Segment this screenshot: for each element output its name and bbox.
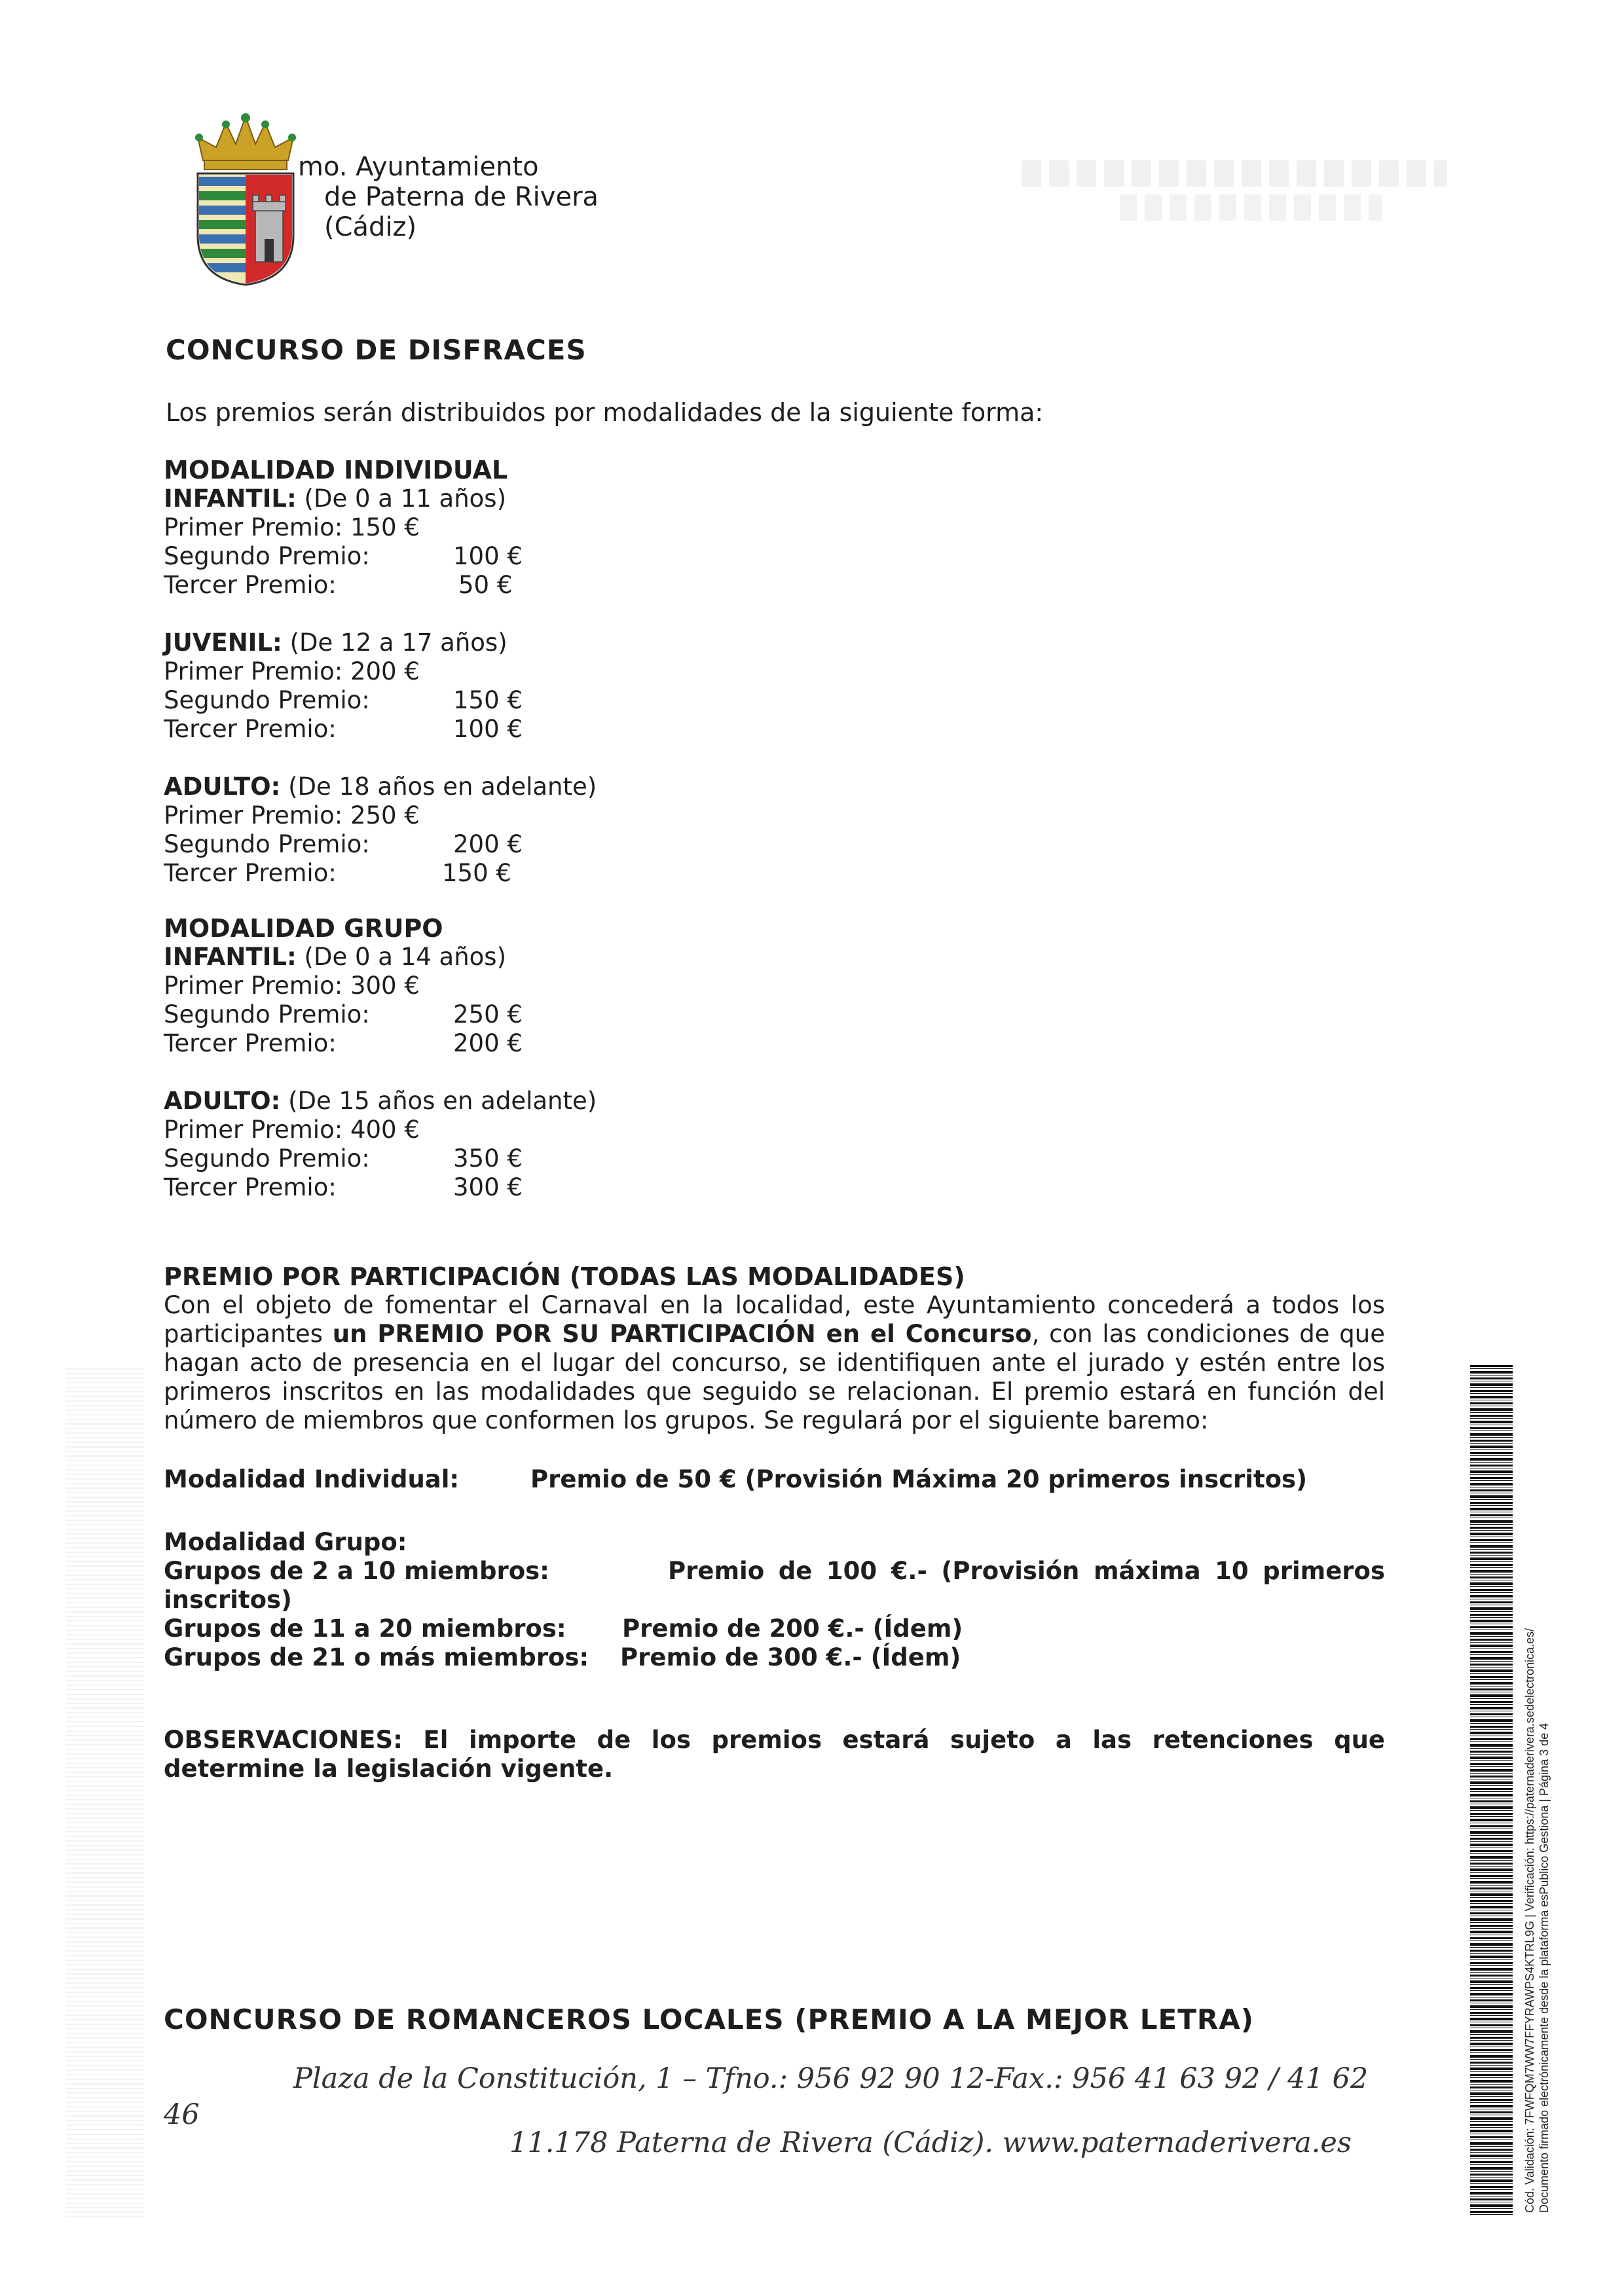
prize-row: Tercer Premio: 100 € xyxy=(164,715,523,743)
prize-row: Segundo Premio: 100 € xyxy=(164,542,523,570)
bleed-through-text xyxy=(1022,160,1447,298)
address-line-2: 11.178 Paterna de Rivera (Cádiz). www.paternaderivera.es xyxy=(509,2126,1352,2159)
org-name xyxy=(298,152,599,242)
prize-row: Primer Premio: 200 € xyxy=(164,657,420,685)
baremo-row: inscritos) xyxy=(164,1586,292,1614)
page-number: 46 xyxy=(164,2098,200,2131)
age-range: (De 12 a 17 años) xyxy=(289,629,507,657)
prize-row: Tercer Premio: 50 € xyxy=(164,571,513,599)
prize-row: Segundo Premio: 150 € xyxy=(164,686,523,714)
modalidad-grupo xyxy=(164,914,597,1202)
romanceros-title: CONCURSO DE ROMANCEROS LOCALES (PREMIO A LA MEJOR LETRA) xyxy=(164,2003,1254,2035)
section-heading: MODALIDAD INDIVIDUAL xyxy=(164,456,508,484)
category-block xyxy=(164,1087,597,1202)
participation-paragraph: Con el objeto de fomentar el Carnaval en la localidad, este Ayuntamiento concederá a todos los participantes un PREMIO POR SU PARTICIPACIÓN en el Concurso, con las condiciones de que hagan acto de presencia en el lugar del concurso, se identifiquen ante el jurado y estén entre los primeros inscritos en las modalidades que seguido se relacionan. El premio estará en función del número de miembros que conformen los grupos. Se regulará por el siguiente baremo: xyxy=(164,1291,1385,1434)
prize-row: Segundo Premio: 200 € xyxy=(164,830,523,858)
barcode-icon xyxy=(1470,1365,1513,2216)
section-heading: PREMIO POR PARTICIPACIÓN (TODAS LAS MODALIDADES) xyxy=(164,1262,965,1291)
category-block xyxy=(164,773,597,888)
grupo-baremo xyxy=(164,1528,1385,1672)
verification-text xyxy=(1522,1628,1551,2213)
age-range: (De 18 años en adelante) xyxy=(288,773,597,801)
org-line-3: (Cádiz) xyxy=(324,212,417,242)
scan-edge-artifact xyxy=(65,1368,144,2219)
coat-of-arms-icon xyxy=(190,111,301,288)
baremo-label: Modalidad Individual: xyxy=(164,1465,460,1493)
category-label: ADULTO: xyxy=(164,1087,281,1115)
category-label: ADULTO: xyxy=(164,773,281,801)
baremo-row: Grupos de 11 a 20 miembros: Premio de 200 €.- (Ídem) xyxy=(164,1614,963,1643)
category-block xyxy=(164,943,597,1058)
modalidad-individual xyxy=(164,456,597,888)
age-range: (De 15 años en adelante) xyxy=(288,1087,597,1115)
category-block xyxy=(164,484,597,600)
address-line-1: Plaza de la Constitución, 1 – Tfno.: 956 92 90 12-Fax.: 956 41 63 92 / 41 62 xyxy=(293,2062,1369,2095)
prize-row: Primer Premio: 250 € xyxy=(164,801,420,829)
verification-line-2: Documento firmado electrónicamente desde la plataforma esPublico Gestiona | Página 3 de 4 xyxy=(1538,1722,1551,2213)
intro-text: Los premios serán distribuidos por modalidades de la siguiente forma: xyxy=(166,398,1044,427)
prize-row: Primer Premio: 150 € xyxy=(164,513,420,541)
participation-section xyxy=(164,1262,1385,1435)
category-block xyxy=(164,629,597,744)
baremo-label: Modalidad Grupo: xyxy=(164,1528,407,1556)
prize-row: Tercer Premio: 150 € xyxy=(164,859,511,887)
baremo-row: Grupos de 2 a 10 miembros: Premio de 100 €.- (Provisión máxima 10 primeros xyxy=(164,1557,1385,1585)
category-label: JUVENIL: xyxy=(164,629,282,657)
prize-row: Tercer Premio: 200 € xyxy=(164,1029,523,1057)
org-line-2: de Paterna de Rivera xyxy=(324,182,599,212)
page-title: CONCURSO DE DISFRACES xyxy=(166,334,587,366)
org-line-1: mo. Ayuntamiento xyxy=(298,152,539,182)
prize-row: Primer Premio: 400 € xyxy=(164,1116,420,1144)
prize-row: Segundo Premio: 350 € xyxy=(164,1144,523,1173)
baremo-value: Premio de 50 € (Provisión Máxima 20 primeros inscritos) xyxy=(530,1465,1307,1493)
section-heading: MODALIDAD GRUPO xyxy=(164,914,443,943)
age-range: (De 0 a 11 años) xyxy=(304,484,507,513)
category-label: INFANTIL: xyxy=(164,943,297,971)
baremo-row: Grupos de 21 o más miembros: Premio de 300 €.- (Ídem) xyxy=(164,1643,961,1671)
prize-row: Tercer Premio: 300 € xyxy=(164,1173,523,1201)
observaciones: OBSERVACIONES: El importe de los premios estará sujeto a las retenciones que determine la legislación vigente. xyxy=(164,1726,1385,1783)
age-range: (De 0 a 14 años) xyxy=(304,943,507,971)
individual-baremo xyxy=(164,1465,1307,1494)
verification-line-1: Cód. Validación: 7FWFQM7WW7FFYRAWPS4KTRL9G | Verificación: https://paternaderivera.sedelectronica.es/ xyxy=(1523,1628,1536,2213)
category-label: INFANTIL: xyxy=(164,484,297,513)
prize-row: Primer Premio: 300 € xyxy=(164,972,420,1000)
prize-row: Segundo Premio: 250 € xyxy=(164,1000,523,1029)
